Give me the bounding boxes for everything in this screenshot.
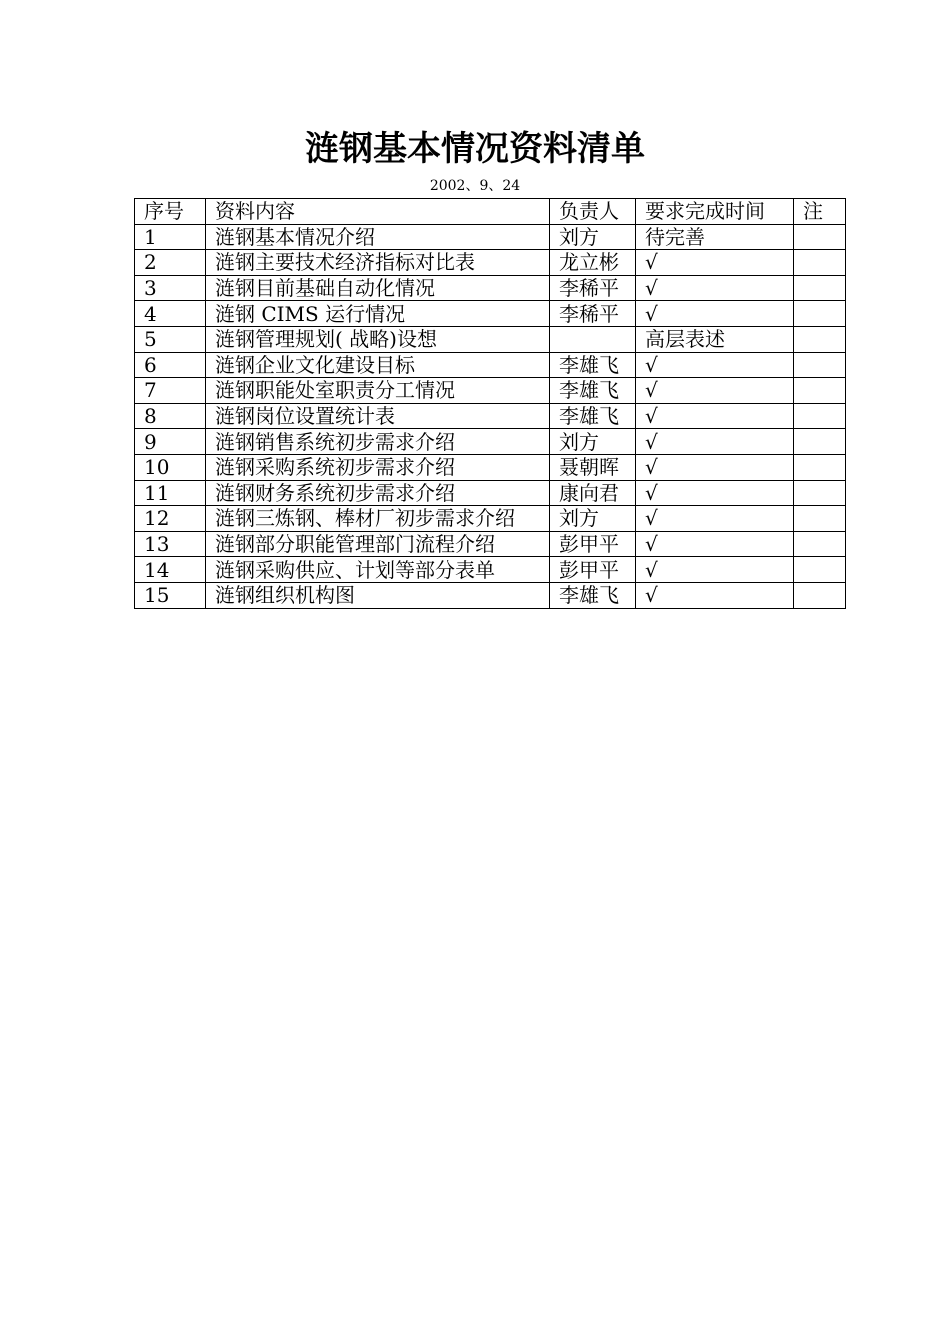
cell-num: 15 [135,582,206,608]
cell-deadline: √ [636,429,794,455]
table-row [135,301,846,327]
cell-note [794,352,846,378]
cell-content: 涟钢岗位设置统计表 [206,403,550,429]
cell-note [794,275,846,301]
document-date: 2002、9、24 [429,178,521,194]
cell-owner [550,326,636,352]
cell-owner: 刘方 [550,429,636,455]
table-row [135,352,846,378]
cell-deadline: √ [636,378,794,404]
table-row [135,506,846,532]
cell-note [794,531,846,557]
cell-owner: 李雄飞 [550,378,636,404]
cell-num: 14 [135,557,206,583]
cell-content: 涟钢目前基础自动化情况 [206,275,550,301]
cell-deadline: √ [636,275,794,301]
table-row [135,454,846,480]
header-num: 序号 [135,199,206,225]
materials-table [134,198,846,609]
cell-owner: 彭甲平 [550,531,636,557]
cell-deadline: √ [636,506,794,532]
cell-num: 3 [135,275,206,301]
cell-content: 涟钢三炼钢、棒材厂初步需求介绍 [206,506,550,532]
table-row [135,403,846,429]
cell-content: 涟钢职能处室职责分工情况 [206,378,550,404]
cell-owner: 李雄飞 [550,403,636,429]
cell-num: 13 [135,531,206,557]
cell-content: 涟钢部分职能管理部门流程介绍 [206,531,550,557]
cell-num: 7 [135,378,206,404]
header-note: 注 [794,199,846,225]
cell-owner: 聂朝晖 [550,454,636,480]
cell-content: 涟钢组织机构图 [206,582,550,608]
table-row [135,480,846,506]
cell-content: 涟钢主要技术经济指标对比表 [206,250,550,276]
cell-deadline: 待完善 [636,224,794,250]
cell-content: 涟钢基本情况介绍 [206,224,550,250]
table-row [135,250,846,276]
cell-deadline: √ [636,250,794,276]
table-row [135,378,846,404]
cell-num: 8 [135,403,206,429]
cell-deadline: √ [636,557,794,583]
cell-deadline: 高层表述 [636,326,794,352]
cell-owner: 彭甲平 [550,557,636,583]
table-row [135,582,846,608]
cell-num: 6 [135,352,206,378]
cell-note [794,403,846,429]
cell-owner: 刘方 [550,224,636,250]
cell-num: 1 [135,224,206,250]
table-row [135,531,846,557]
cell-num: 2 [135,250,206,276]
cell-owner: 李稀平 [550,301,636,327]
table-row [135,557,846,583]
cell-content: 涟钢采购供应、计划等部分表单 [206,557,550,583]
cell-deadline: √ [636,480,794,506]
cell-note [794,582,846,608]
cell-content: 涟钢管理规划( 战略)设想 [206,326,550,352]
cell-deadline: √ [636,454,794,480]
cell-note [794,301,846,327]
table-row [135,224,846,250]
header-owner: 负责人 [550,199,636,225]
cell-deadline: √ [636,582,794,608]
cell-content: 涟钢销售系统初步需求介绍 [206,429,550,455]
header-content: 资料内容 [206,199,550,225]
cell-note [794,557,846,583]
cell-note [794,378,846,404]
cell-owner: 李雄飞 [550,582,636,608]
cell-num: 10 [135,454,206,480]
cell-content: 涟钢企业文化建设目标 [206,352,550,378]
cell-note [794,326,846,352]
cell-owner: 李稀平 [550,275,636,301]
cell-content: 涟钢财务系统初步需求介绍 [206,480,550,506]
cell-deadline: √ [636,403,794,429]
cell-note [794,224,846,250]
cell-content: 涟钢 CIMS 运行情况 [206,301,550,327]
table-header-row [135,199,846,225]
cell-deadline: √ [636,301,794,327]
cell-note [794,454,846,480]
cell-num: 11 [135,480,206,506]
page-title: 涟钢基本情况资料清单 [305,129,645,169]
cell-content: 涟钢采购系统初步需求介绍 [206,454,550,480]
cell-note [794,250,846,276]
cell-owner: 李雄飞 [550,352,636,378]
table-row [135,275,846,301]
cell-deadline: √ [636,531,794,557]
header-deadline: 要求完成时间 [636,199,794,225]
cell-owner: 龙立彬 [550,250,636,276]
cell-deadline: √ [636,352,794,378]
cell-note [794,480,846,506]
cell-owner: 刘方 [550,506,636,532]
cell-num: 9 [135,429,206,455]
cell-owner: 康向君 [550,480,636,506]
cell-num: 12 [135,506,206,532]
cell-num: 5 [135,326,206,352]
cell-note [794,506,846,532]
table-row [135,326,846,352]
cell-num: 4 [135,301,206,327]
table-row [135,429,846,455]
cell-note [794,429,846,455]
